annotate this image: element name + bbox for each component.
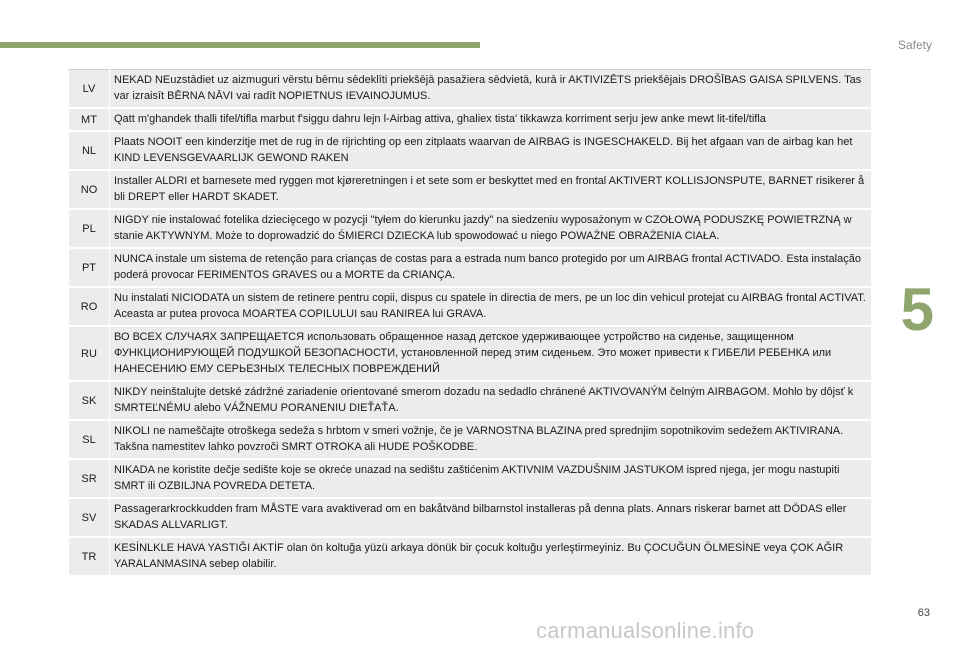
warning-text: NIKADA ne koristite dečje sedište koje se okreće unazad na sedištu zaštićenim AKTIVNIM VAZDUŠNIM JASTUKOM ispred njega, jer mogu nastupiti SMRT ili OZBILJNA POVREDA DETETA.	[110, 459, 872, 498]
chapter-number: 5	[900, 276, 934, 343]
language-code: NL	[69, 131, 110, 170]
language-code: SL	[69, 420, 110, 459]
section-title: Safety	[897, 38, 932, 52]
warning-text: Plaats NOOIT een kinderzitje met de rug in de rijrichting op een zitplaats waarvan de AIRBAG is INGESCHAKELD. Bij het afgaan van de airbag kan het KIND LEVENSGEVAARLIJK GEWOND RAKEN	[110, 131, 872, 170]
language-code: SV	[69, 498, 110, 537]
table-row	[69, 537, 872, 576]
header-accent-bar	[0, 42, 480, 48]
warning-text: NUNCA instale um sistema de retenção para crianças de costas para a estrada num banco protegido por um AIRBAG frontal ACTIVADO. Esta instalação poderá provocar FERIMENTOS GRAVES ou a MORTE da CRIANÇA.	[110, 248, 872, 287]
language-code: RO	[69, 287, 110, 326]
table-row	[69, 70, 872, 109]
table-row	[69, 459, 872, 498]
table-row	[69, 287, 872, 326]
warning-text: Nu instalati NICIODATA un sistem de retinere pentru copii, dispus cu spatele in directia de mers, pe un loc din vehicul protejat cu AIRBAG frontal ACTIVAT. Aceasta ar putea provoca MOARTEA COPILULUI sau RANIREA lui GRAVA.	[110, 287, 872, 326]
table-row	[69, 108, 872, 131]
language-code: RU	[69, 326, 110, 381]
airbag-warning-table	[68, 69, 872, 576]
language-code: SR	[69, 459, 110, 498]
warning-text: NIKOLI ne nameščajte otroškega sedeža s hrbtom v smeri vožnje, če je VARNOSTNA BLAZINA pred sprednjim sopotnikovim sedežem AKTIVIRANA. Takšna namestitev lahko povzroči SMRT OTROKA ali HUDE POŠKODBE.	[110, 420, 872, 459]
warning-text: Passagerarkrockkudden fram MÅSTE vara avaktiverad om en bakåtvänd bilbarnstol installeras på denna plats. Annars riskerar barnet att DÖDAS eller SKADAS ALLVARLIGT.	[110, 498, 872, 537]
warning-text: ВО ВСЕХ СЛУЧАЯХ ЗАПРЕЩАЕТСЯ использовать обращенное назад детское удерживающее устройство на сиденье, защищенном ФУНКЦИОНИРУЮЩЕЙ ПОДУШКОЙ БЕЗОПАСНОСТИ, установленной перед этим сиденьем. Это может привести к ГИБЕЛИ РЕБЕНКА или НАНЕСЕНИЮ ЕМУ СЕРЬЕЗНЫХ ТЕЛЕСНЫХ ПОВРЕЖДЕНИЙ	[110, 326, 872, 381]
table-row	[69, 381, 872, 420]
language-code: LV	[69, 70, 110, 109]
warning-text: Qatt m'ghandek thalli tifel/tifla marbut f'siggu dahru lejn l-Airbag attiva, ghaliex tista' tikkawza korriment serju jew anke mewt lit-tifel/tifla	[110, 108, 872, 131]
warning-text: NIGDY nie instalować fotelika dziecięcego w pozycji "tyłem do kierunku jazdy" na siedzeniu wyposażonym w CZOŁOWĄ PODUSZKĘ POWIETRZNĄ w stanie AKTYWNYM. Może to doprowadzić do ŚMIERCI DZIECKA lub spowodować u niego POWAŻNE OBRAŻENIA CIAŁA.	[110, 209, 872, 248]
language-code: PL	[69, 209, 110, 248]
warning-text: NIKDY neinštalujte detské zádržné zariadenie orientované smerom dozadu na sedadlo chránené AKTIVOVANÝM čelným AIRBAGOM. Mohlo by dôjsť k SMRTEĽNÉMU alebo VÁŽNEMU PORANENIU DIEŤAŤA.	[110, 381, 872, 420]
page-number: 63	[917, 607, 930, 619]
table-row	[69, 498, 872, 537]
language-code: TR	[69, 537, 110, 576]
table-row	[69, 326, 872, 381]
warning-text: Installer ALDRI et barnesete med ryggen mot kjøreretningen i et sete som er beskyttet med en frontal AKTIVERT KOLLISJONSPUTE, BARNET risikerer å bli DREPT eller HARDT SKADET.	[110, 170, 872, 209]
table-row	[69, 170, 872, 209]
language-code: SK	[69, 381, 110, 420]
table-row	[69, 420, 872, 459]
warning-text: NEKAD NEuzstādiet uz aizmuguri vērstu bērnu sēdeklīti priekšējā pasažiera sēdvietā, kurā ir AKTIVIZĒTS priekšējais DROŠĪBAS GAISA SPILVENS. Tas var izraisīt BĒRNA NĀVI vai radīt NOPIETNUS IEVAINOJUMUS.	[110, 70, 872, 109]
table-row	[69, 131, 872, 170]
watermark: carmanualsonline.info	[536, 618, 755, 643]
language-code: PT	[69, 248, 110, 287]
language-code: MT	[69, 108, 110, 131]
language-code: NO	[69, 170, 110, 209]
table-row	[69, 248, 872, 287]
table-row	[69, 209, 872, 248]
warning-text: KESİNLKLE HAVA YASTIĞI AKTİF olan ön koltuğa yüzü arkaya dönük bir çocuk koltuğu yerleştirmeyiniz. Bu ÇOCUĞUN ÖLMESİNE veya ÇOK AĞIR YARALANMASINA sebep olabilir.	[110, 537, 872, 576]
